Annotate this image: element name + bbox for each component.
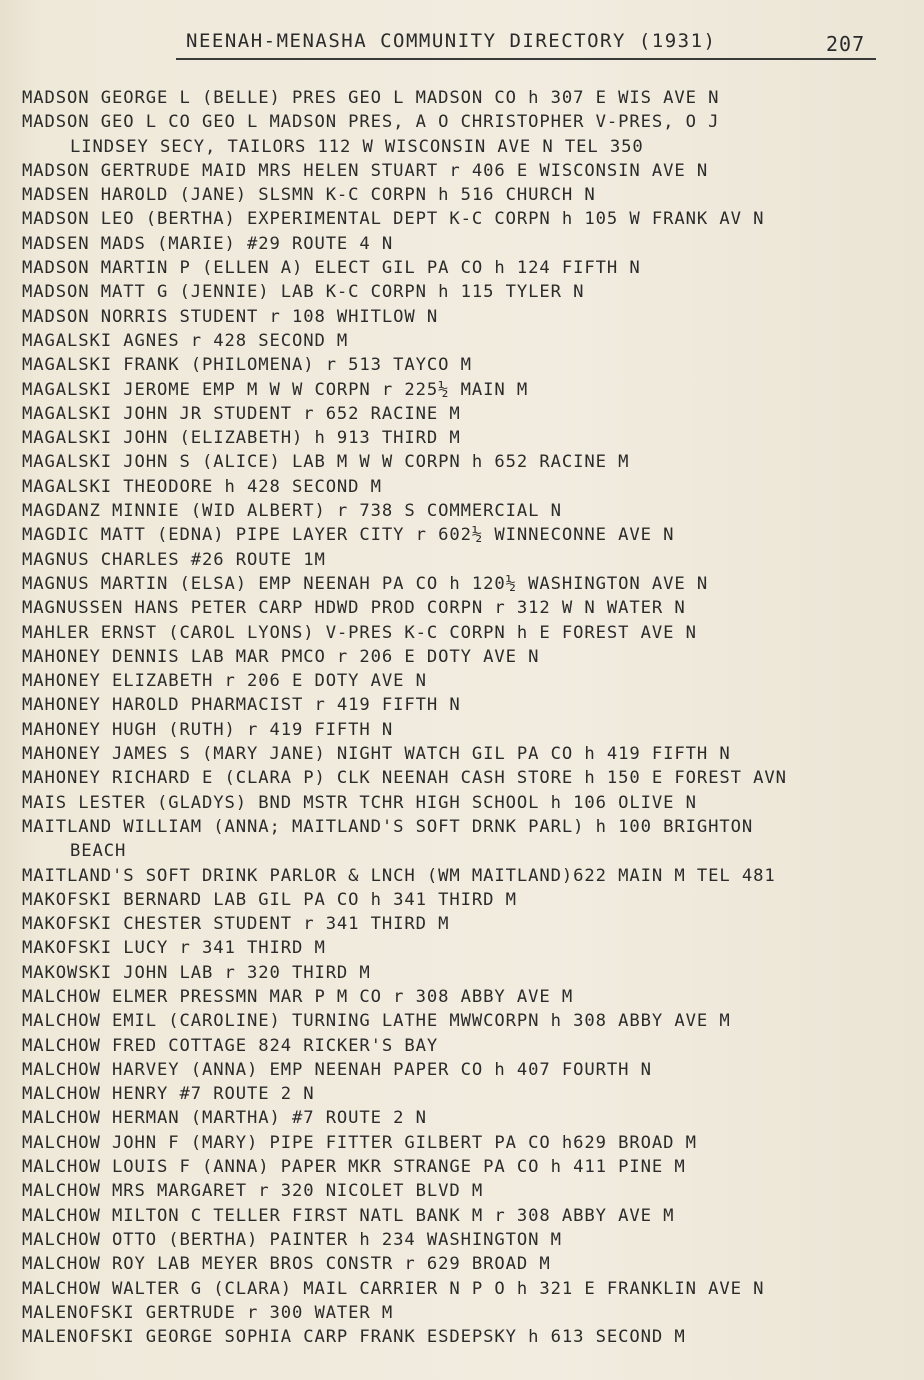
directory-entry (22, 742, 918, 766)
directory-entry (22, 669, 918, 693)
entry-text: MAKOFSKI BERNARD LAB GIL PA CO h 341 THIRD M (22, 889, 517, 910)
directory-entry (22, 693, 918, 717)
entry-text: MADSON MARTIN P (ELLEN A) ELECT GIL PA CO h 124 FIFTH N (22, 258, 641, 279)
entry-text: MADSEN MADS (MARIE) #29 ROUTE 4 N (22, 233, 394, 254)
entry-text: MAHLER ERNST (CAROL LYONS) V-PRES K-C CORPN h E FOREST AVE N (22, 622, 697, 643)
directory-entry (22, 548, 918, 572)
directory-entry (22, 159, 918, 183)
entry-text: MAHONEY RICHARD E (CLARA P) CLK NEENAH CASH STORE h 150 E FOREST AVN (22, 768, 787, 789)
entry-text: MAHONEY DENNIS LAB MAR PMCO r 206 E DOTY AVE N (22, 646, 540, 667)
entry-text: MADSON LEO (BERTHA) EXPERIMENTAL DEPT K-C CORPN h 105 W FRANK AV N (22, 209, 765, 230)
entry-text: MAHONEY JAMES S (MARY JANE) NIGHT WATCH GIL PA CO h 419 FIFTH N (22, 744, 731, 765)
directory-entry (22, 791, 918, 815)
directory-entry (22, 378, 918, 402)
page-header (0, 30, 924, 66)
directory-entry (22, 596, 918, 620)
directory-entry (22, 110, 918, 159)
entry-text: MAGNUS CHARLES #26 ROUTE 1M (22, 549, 326, 570)
entry-text: MAITLAND WILLIAM (ANNA; MAITLAND'S SOFT DRNK PARL) h 100 BRIGHTON (22, 816, 754, 837)
entry-text: MALCHOW MRS MARGARET r 320 NICOLET BLVD M (22, 1181, 484, 1202)
directory-entry (22, 864, 918, 888)
directory-entry (22, 1058, 918, 1082)
directory-entry (22, 475, 918, 499)
directory-entry (22, 1131, 918, 1155)
entry-text: MALCHOW MILTON C TELLER FIRST NATL BANK M r 308 ABBY AVE M (22, 1205, 675, 1226)
entry-text: MALCHOW OTTO (BERTHA) PAINTER h 234 WASHINGTON M (22, 1229, 562, 1250)
directory-entry (22, 1179, 918, 1203)
directory-entry (22, 766, 918, 790)
entry-text: MAKOWSKI JOHN LAB r 320 THIRD M (22, 962, 371, 983)
directory-entry (22, 450, 918, 474)
entry-text: MAHONEY ELIZABETH r 206 E DOTY AVE N (22, 671, 427, 692)
entry-text: MALCHOW WALTER G (CLARA) MAIL CARRIER N P O h 321 E FRANKLIN AVE N (22, 1278, 765, 1299)
entry-text: MALCHOW EMIL (CAROLINE) TURNING LATHE MWWCORPN h 308 ABBY AVE M (22, 1011, 731, 1032)
directory-entry (22, 621, 918, 645)
directory-entry (22, 499, 918, 523)
directory-entry (22, 961, 918, 985)
directory-entry (22, 426, 918, 450)
entry-text: MADSON GEORGE L (BELLE) PRES GEO L MADSON CO h 307 E WIS AVE N (22, 88, 720, 108)
directory-entry (22, 1204, 918, 1228)
directory-entry (22, 912, 918, 936)
entry-text: MALENOFSKI GEORGE SOPHIA CARP FRANK ESDEPSKY h 613 SECOND M (22, 1327, 686, 1348)
directory-entry (22, 1252, 918, 1276)
entry-text: MALCHOW FRED COTTAGE 824 RICKER'S BAY (22, 1035, 439, 1056)
entry-text: MAGDIC MATT (EDNA) PIPE LAYER CITY r 602½ WINNECONNE AVE N (22, 525, 675, 546)
directory-entry (22, 1034, 918, 1058)
directory-entry (22, 207, 918, 231)
entry-text: MAIS LESTER (GLADYS) BND MSTR TCHR HIGH SCHOOL h 106 OLIVE N (22, 792, 697, 813)
directory-entry (22, 815, 918, 864)
directory-entry (22, 280, 918, 304)
entry-text: MADSON GEO L CO GEO L MADSON PRES, A O CHRISTOPHER V-PRES, O J (22, 112, 720, 133)
directory-entry (22, 936, 918, 960)
directory-entry (22, 572, 918, 596)
entry-text: MALCHOW HENRY #7 ROUTE 2 N (22, 1084, 315, 1105)
entry-text: MADSON GERTRUDE MAID MRS HELEN STUART r 406 E WISCONSIN AVE N (22, 160, 709, 181)
directory-entry (22, 1082, 918, 1106)
entry-text: MADSON MATT G (JENNIE) LAB K-C CORPN h 115 TYLER N (22, 282, 585, 303)
directory-entry (22, 1301, 918, 1325)
directory-entry (22, 1106, 918, 1130)
entry-text: MAGALSKI AGNES r 428 SECOND M (22, 330, 349, 351)
entry-text: MAGALSKI FRANK (PHILOMENA) r 513 TAYCO M (22, 355, 472, 376)
directory-entry (22, 718, 918, 742)
entry-text: MAGALSKI JEROME EMP M W W CORPN r 225½ MAIN M (22, 379, 529, 400)
directory-entry (22, 402, 918, 426)
entry-text: MALCHOW ROY LAB MEYER BROS CONSTR r 629 BROAD M (22, 1254, 551, 1275)
directory-entry (22, 645, 918, 669)
entry-text: MAHONEY HAROLD PHARMACIST r 419 FIFTH N (22, 695, 461, 716)
directory-entry (22, 1228, 918, 1252)
entry-text: MAGNUSSEN HANS PETER CARP HDWD PROD CORPN r 312 W N WATER N (22, 598, 686, 619)
entry-text: MAGNUS MARTIN (ELSA) EMP NEENAH PA CO h 120½ WASHINGTON AVE N (22, 573, 709, 594)
directory-entry (22, 353, 918, 377)
header-rule (176, 58, 876, 60)
entry-text: MAGDANZ MINNIE (WID ALBERT) r 738 S COMMERCIAL N (22, 501, 562, 522)
directory-entry (22, 1155, 918, 1179)
directory-entry (22, 86, 918, 110)
directory-entry (22, 1009, 918, 1033)
entry-text: MAGALSKI THEODORE h 428 SECOND M (22, 476, 382, 497)
directory-title: NEENAH-MENASHA COMMUNITY DIRECTORY (1931) (186, 30, 717, 52)
directory-entry (22, 232, 918, 256)
page-number: 207 (826, 32, 866, 56)
entry-text: MADSON NORRIS STUDENT r 108 WHITLOW N (22, 306, 439, 327)
entry-text: MALCHOW JOHN F (MARY) PIPE FITTER GILBERT PA CO h629 BROAD M (22, 1132, 697, 1153)
entry-text: MALENOFSKI GERTRUDE r 300 WATER M (22, 1302, 394, 1323)
entry-text: MAKOFSKI LUCY r 341 THIRD M (22, 938, 326, 959)
entry-text: MALCHOW ELMER PRESSMN MAR P M CO r 308 ABBY AVE M (22, 986, 574, 1007)
entry-text: MALCHOW HARVEY (ANNA) EMP NEENAH PAPER CO h 407 FOURTH N (22, 1059, 652, 1080)
directory-entry (22, 256, 918, 280)
entry-continuation: BEACH (70, 841, 127, 862)
directory-entry (22, 888, 918, 912)
directory-entry (22, 329, 918, 353)
entry-text: MAGALSKI JOHN S (ALICE) LAB M W W CORPN h 652 RACINE M (22, 452, 630, 473)
entry-text: MADSEN HAROLD (JANE) SLSMN K-C CORPN h 516 CHURCH N (22, 185, 596, 206)
entry-text: MAGALSKI JOHN (ELIZABETH) h 913 THIRD M (22, 428, 461, 449)
directory-entry (22, 1277, 918, 1301)
directory-entry (22, 305, 918, 329)
directory-entry (22, 183, 918, 207)
entry-text: MALCHOW LOUIS F (ANNA) PAPER MKR STRANGE PA CO h 411 PINE M (22, 1157, 686, 1178)
directory-entry (22, 1325, 918, 1349)
entry-text: MAHONEY HUGH (RUTH) r 419 FIFTH N (22, 719, 394, 740)
directory-entry (22, 985, 918, 1009)
directory-entries (22, 86, 918, 1349)
entry-continuation: LINDSEY SECY, TAILORS 112 W WISCONSIN AVE N TEL 350 (70, 136, 644, 157)
entry-text: MALCHOW HERMAN (MARTHA) #7 ROUTE 2 N (22, 1108, 427, 1129)
entry-text: MAGALSKI JOHN JR STUDENT r 652 RACINE M (22, 403, 461, 424)
entry-text: MAITLAND'S SOFT DRINK PARLOR & LNCH (WM MAITLAND)622 MAIN M TEL 481 (22, 865, 776, 886)
directory-entry (22, 523, 918, 547)
entry-text: MAKOFSKI CHESTER STUDENT r 341 THIRD M (22, 914, 450, 935)
